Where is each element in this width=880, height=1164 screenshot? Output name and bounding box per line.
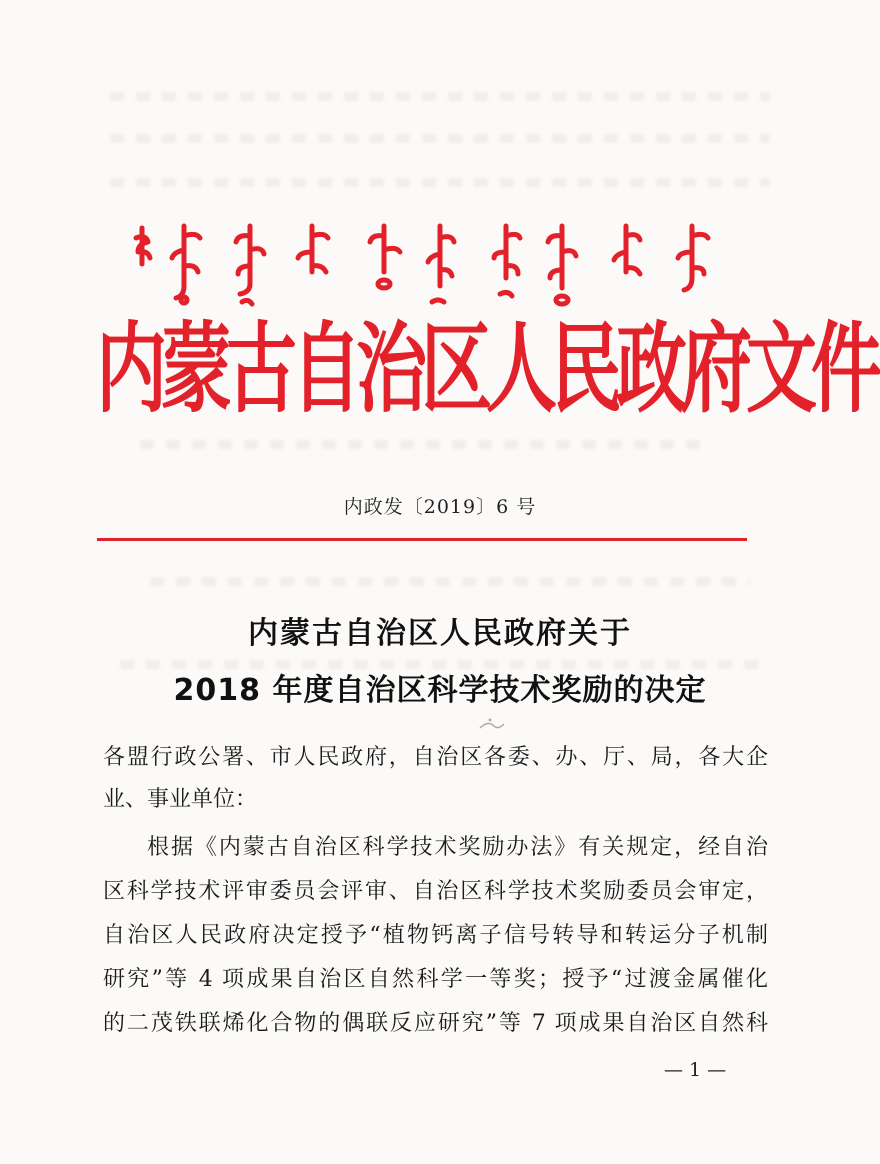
bleed-through-texture bbox=[110, 92, 770, 101]
body-line: 研究”等 4 项成果自治区自然科学一等奖；授予“过渡金属催化 bbox=[103, 967, 768, 992]
addressee-line: 业、事业单位： bbox=[103, 787, 258, 812]
document-heading-line-2: 2018 年度自治区科学技术奖励的决定 bbox=[173, 673, 707, 708]
red-separator-rule bbox=[97, 538, 747, 541]
body-line: 区科学技术评审委员会评审、自治区科学技术奖励委员会审定， bbox=[103, 879, 768, 904]
body-line: 的二茂铁联烯化合物的偶联反应研究”等 7 项成果自治区自然科 bbox=[103, 1011, 768, 1036]
document-number: 内政发〔2019〕6 号 bbox=[343, 496, 537, 518]
bleed-through-texture bbox=[140, 440, 700, 449]
document-body bbox=[103, 736, 768, 1056]
bleed-through-texture bbox=[150, 577, 750, 586]
masthead-title: 内蒙古自治区人民政府文件 bbox=[96, 310, 877, 426]
body-line: 根据《内蒙古自治区科学技术奖励办法》有关规定，经自治 bbox=[147, 835, 768, 860]
addressee-line: 各盟行政公署、市人民政府，自治区各委、办、厅、局，各大企 bbox=[103, 745, 768, 770]
bleed-through-texture bbox=[110, 178, 770, 187]
body-line: 自治区人民政府决定授予“植物钙离子信号转导和转运分子机制 bbox=[103, 923, 768, 948]
bleed-through-texture bbox=[110, 134, 770, 143]
document-heading-line-1: 内蒙古自治区人民政府关于 bbox=[248, 616, 632, 651]
page-number: — 1 — bbox=[664, 1059, 727, 1081]
